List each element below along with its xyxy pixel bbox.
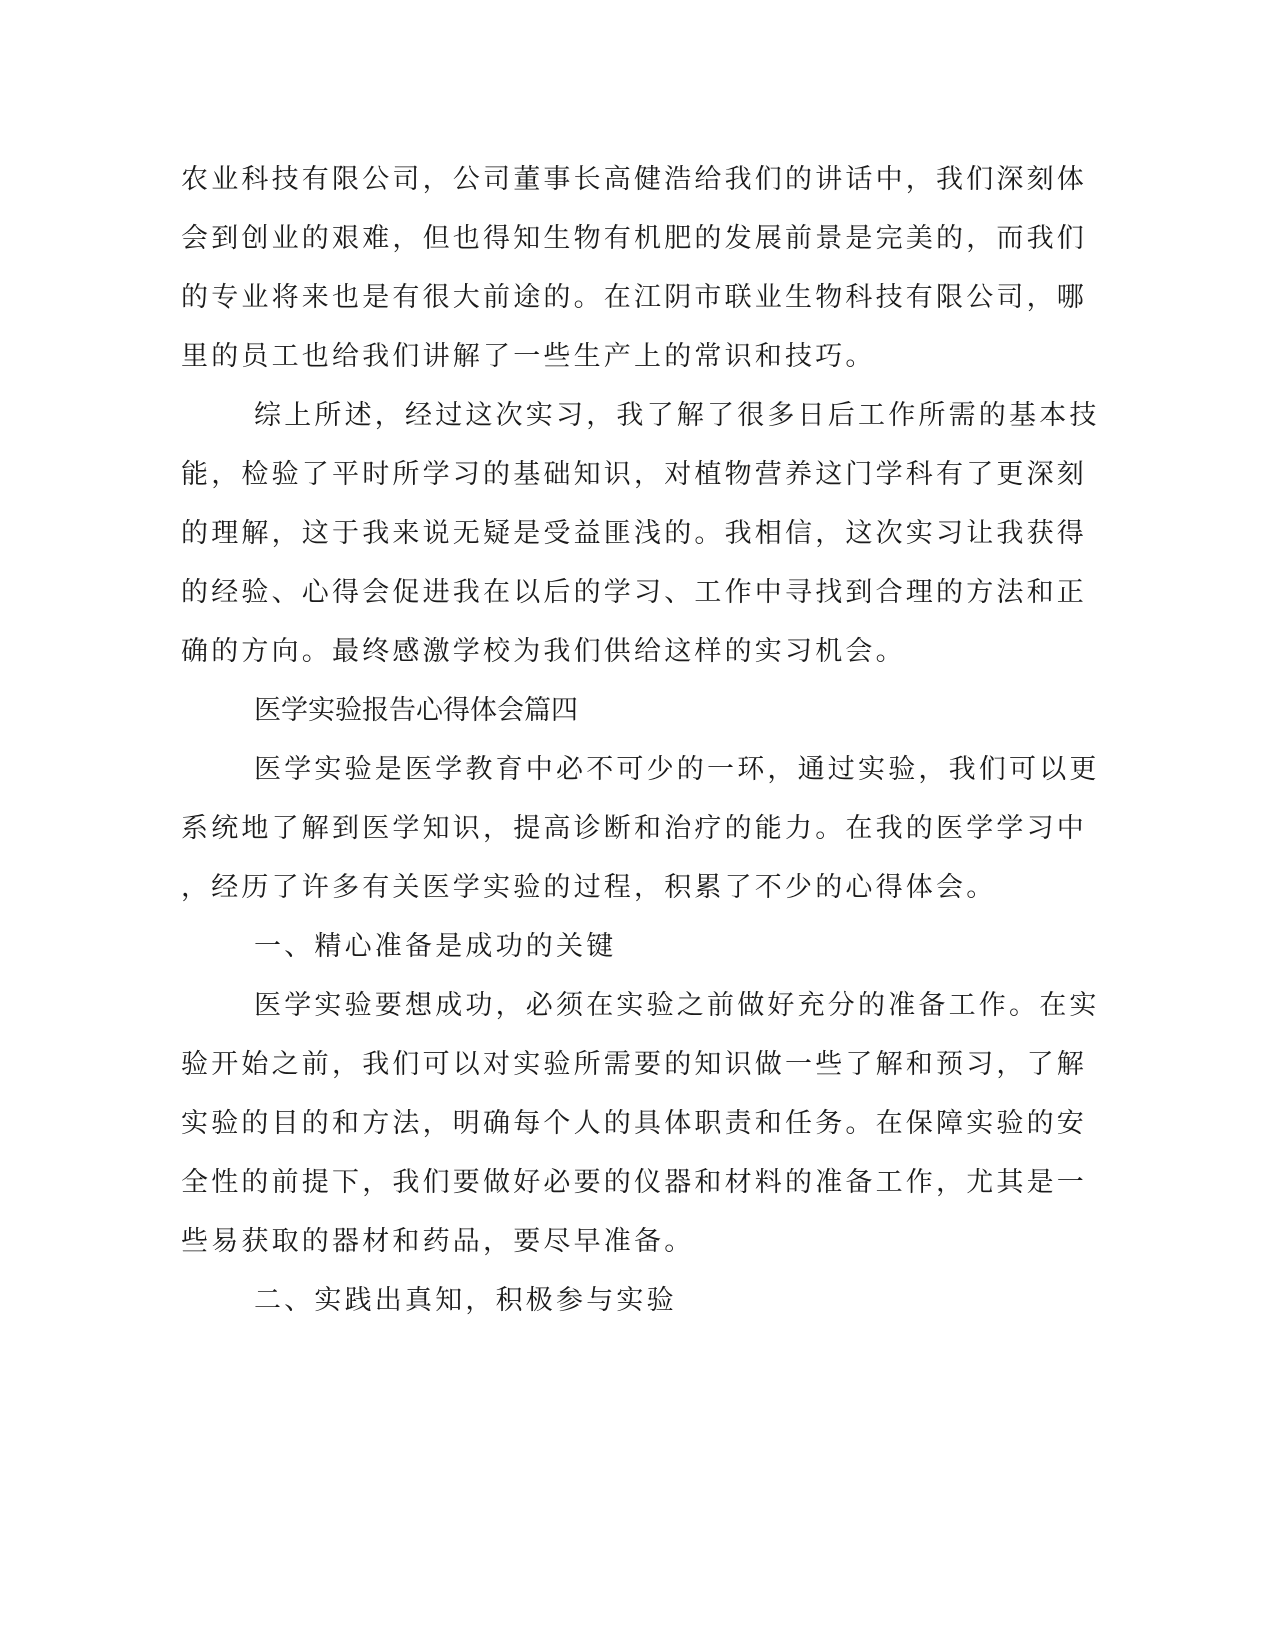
- text-line: 全性的前提下，我们要做好必要的仪器和材料的准备工作，尤其是一: [181, 1167, 1087, 1198]
- text-line: 的经验、心得会促进我在以后的学习、工作中寻找到合理的方法和正: [181, 577, 1087, 608]
- subheading: 二、实践出真知，积极参与实验: [254, 1285, 677, 1316]
- paragraph-start-line: 综上所述，经过这次实习，我了解了很多日后工作所需的基本技: [254, 400, 1100, 431]
- text-line: 确的方向。最终感激学校为我们供给这样的实习机会。: [181, 636, 906, 667]
- subheading: 一、精心准备是成功的关键: [254, 931, 617, 962]
- section-heading: 医学实验报告心得体会篇四: [254, 695, 578, 726]
- text-line: 实验的目的和方法，明确每个人的具体职责和任务。在保障实验的安: [181, 1108, 1087, 1139]
- text-line: 农业科技有限公司，公司董事长高健浩给我们的讲话中，我们深刻体: [181, 164, 1087, 195]
- text-line: ，经历了许多有关医学实验的过程，积累了不少的心得体会。: [181, 872, 997, 903]
- text-line: 的理解，这于我来说无疑是受益匪浅的。我相信，这次实习让我获得: [181, 518, 1087, 549]
- text-line: 里的员工也给我们讲解了一些生产上的常识和技巧。: [181, 341, 876, 372]
- text-line: 会到创业的艰难，但也得知生物有机肥的发展前景是完美的，而我们: [181, 223, 1087, 254]
- text-line: 系统地了解到医学知识，提高诊断和治疗的能力。在我的医学学习中: [181, 813, 1087, 844]
- text-line: 些易获取的器材和药品，要尽早准备。: [181, 1226, 695, 1257]
- paragraph-start-line: 医学实验要想成功，必须在实验之前做好充分的准备工作。在实: [254, 990, 1100, 1021]
- text-line: 验开始之前，我们可以对实验所需要的知识做一些了解和预习，了解: [181, 1049, 1087, 1080]
- text-line: 的专业将来也是有很大前途的。在江阴市联业生物科技有限公司，哪: [181, 282, 1087, 313]
- text-line: 能，检验了平时所学习的基础知识，对植物营养这门学科有了更深刻: [181, 459, 1087, 490]
- paragraph-start-line: 医学实验是医学教育中必不可少的一环，通过实验，我们可以更: [254, 754, 1100, 785]
